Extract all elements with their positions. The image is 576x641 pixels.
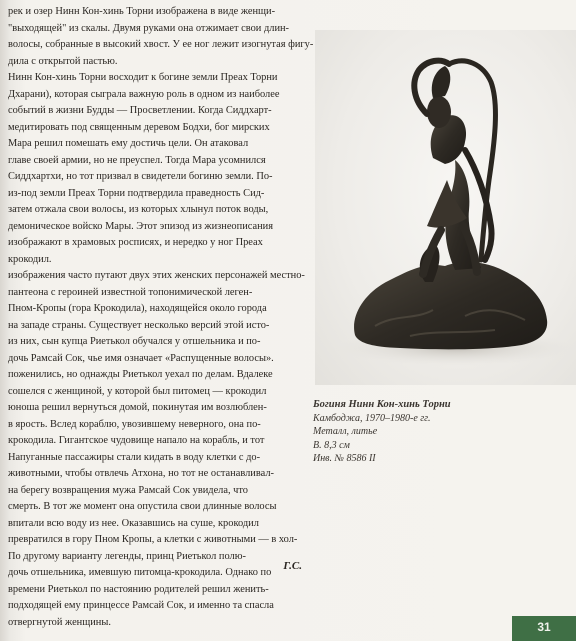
caption-inventory: Инв. № 8586 II (313, 453, 376, 464)
text-line: демоническое войско Мары. Этот эпизод из жизнеописания (8, 220, 274, 232)
caption-origin: Камбоджа, 1970–1980-е гг. (313, 412, 431, 424)
text-line: крокодила. Гигантское чудовище напало на корабль, и тот (8, 435, 265, 446)
text-line: рек и озер Нинн Кон-хинь Торни изображена в виде женщи- (8, 6, 276, 17)
text-line: главе своей армии, но не преуспел. Тогда Мара усомнился (8, 154, 266, 166)
text-line: Нинн Кон-хинь Торни восходит к богине земли Преах Торни (8, 72, 278, 83)
text-line: отвергнутой женщины. (8, 616, 111, 628)
text-line: смерть. В тот же момент она опустила свои длинные волосы (8, 501, 277, 512)
text-line: из-под земли Преах Торни подтвердила праведность Сид- (8, 187, 265, 199)
text-line: из них, сын купца Риетькол обучался у отшельника и по- (8, 336, 261, 347)
caption-material: Металл, литье (313, 426, 378, 437)
text-line: дила с открытой пастью. (8, 55, 118, 67)
text-line: подходящей ему принцессе Рамсай Сок, и именно та спасла (8, 600, 274, 611)
text-line: медитировать под священным деревом Бодхи, бог мирских (8, 121, 270, 133)
photo-caption (313, 398, 543, 466)
text-line: времени Риетькол по настоянию родителей решил женить- (8, 583, 269, 595)
text-line: изображения часто путают двух этих женских персонажей местно- (8, 270, 305, 281)
statue-image (315, 30, 576, 385)
text-line: на берегу возвращения мужа Рамсай Сок увидела, что (8, 484, 248, 496)
page-number: 31 (537, 620, 551, 634)
text-line: Напуганные пассажиры стали кидать в воду клетки с до- (8, 451, 261, 463)
text-line: впитали всю воду из нее. Оказавшись на суше, крокодил (8, 517, 259, 529)
text-line: изображают в храмовых росписях, и нередко у ног Преах (8, 237, 263, 248)
caption-title: Богиня Нинн Кон-хинь Торни (313, 399, 451, 410)
text-line: пантеона с героиней известной топонимической леген- (8, 286, 253, 298)
statue-photo (315, 30, 576, 385)
author-signature: Г.С. (283, 560, 302, 572)
text-line: дочь отшельника, имевшую питомца-крокодила. Однако по (8, 567, 272, 578)
caption-height: В. 8,3 см (313, 439, 350, 451)
text-line: дочь Рамсай Сок, чье имя означает «Распущенные волосы». (8, 352, 274, 364)
page-number-box (512, 616, 576, 641)
text-line: сошелся с женщиной, у которой был питомец — крокодил (8, 385, 267, 397)
text-line: юноша решил вернуться домой, покинутая им возлюблен- (8, 402, 267, 413)
text-line: в ярость. Вслед кораблю, увозившему неверного, она по- (8, 418, 261, 430)
text-line: животными, чтобы отвлечь Атхона, но тот не останавливал- (8, 468, 274, 479)
text-line: превратился в гору Пном Кропы, а клетки с животными — в хол- (8, 534, 298, 545)
text-line: крокодил. (8, 253, 52, 265)
text-line: затем отжала свои волосы, из которых хлынул поток воды, (8, 204, 269, 215)
text-line: Пном-Кропы (гора Крокодила), находящейся около города (8, 303, 267, 314)
text-line: Мара решил помешать ему достичь цели. Он атаковал (8, 138, 249, 149)
text-line: событий в жизни Будды — Просветлении. Когда Сиддхарт- (8, 105, 272, 116)
text-line: поженились, но однажды Риетькол уехал по делам. Вдалеке (8, 369, 273, 380)
text-line: на западе страны. Существует несколько версий этой исто- (8, 319, 270, 331)
text-line: "выходящей" из скалы. Двумя руками она отжимает свои длин- (8, 22, 290, 34)
text-line: Сиддхартхи, но тот призвал в свидетели богиню земли. По- (8, 171, 273, 182)
text-line: Дхарани), которая сыграла важную роль в одном из наиболее (8, 88, 280, 100)
text-line: волосы, собранные в высокий хвост. У ее ног лежит изогнутая фигу- (8, 39, 314, 50)
text-line: По другому варианту легенды, принц Риетькол полю- (8, 550, 246, 562)
